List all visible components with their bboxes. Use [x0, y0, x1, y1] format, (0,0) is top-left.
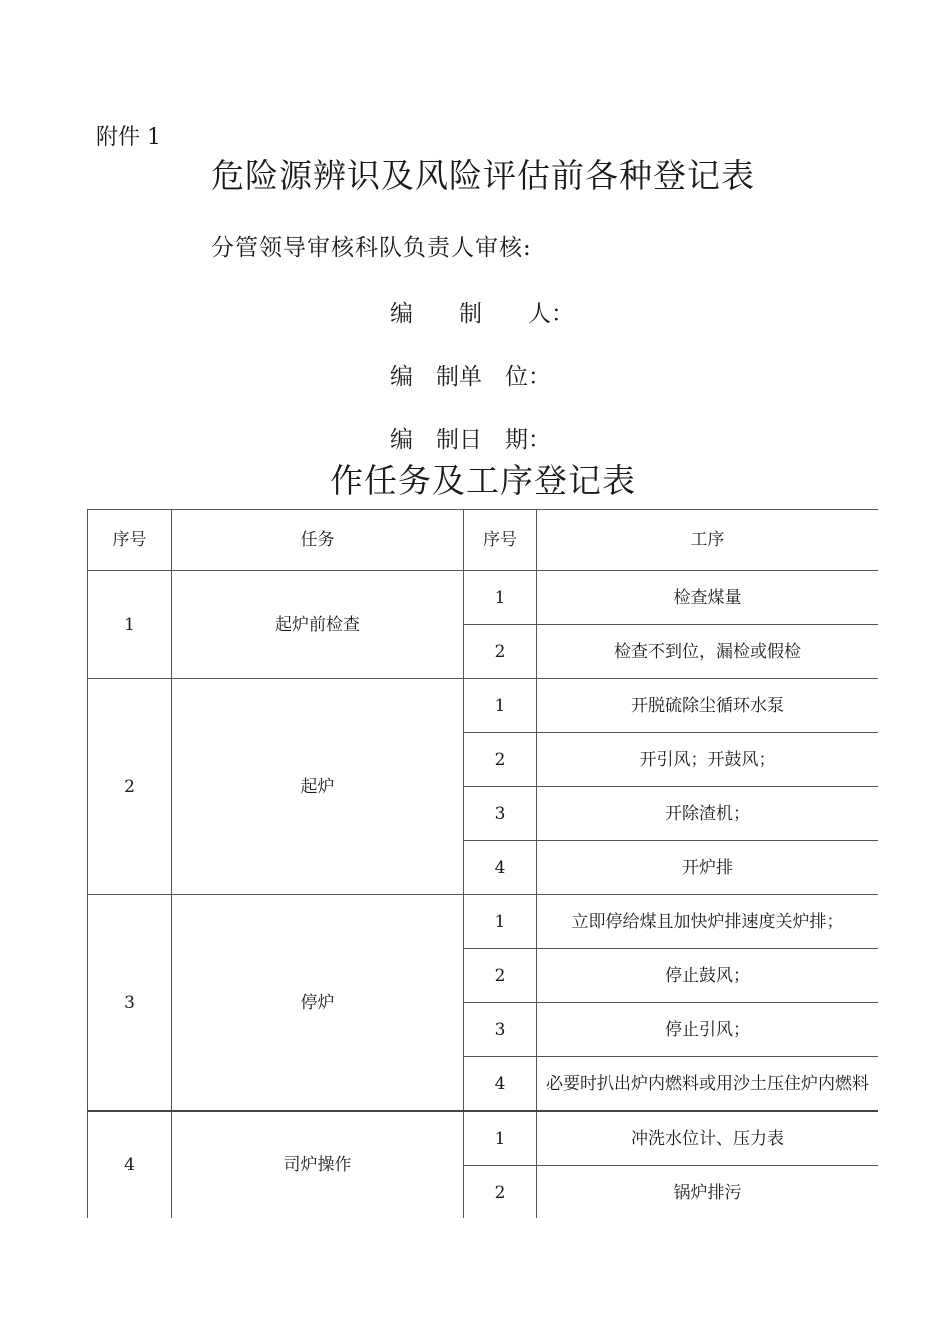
header-cell: 工序	[537, 510, 879, 571]
field-date: 编 制日 期：	[390, 427, 551, 453]
step-cell: 锅炉排污	[537, 1166, 879, 1219]
step-cell: 停止引风；	[537, 1003, 879, 1057]
field-compiler: 编 制 人：	[390, 301, 574, 327]
task-no-cell: 2	[88, 679, 172, 895]
task-cell: 起炉前检查	[172, 571, 464, 679]
step-no-cell: 4	[464, 1057, 537, 1112]
table-row	[88, 679, 879, 733]
table-header-row	[88, 510, 879, 571]
step-cell: 冲洗水位计、压力表	[537, 1111, 879, 1166]
review-line: 分管领导审核科队负责人审核:	[211, 235, 532, 261]
attachment-label: 附件 1	[96, 125, 161, 150]
step-cell: 开引风；开鼓风；	[537, 733, 879, 787]
step-cell: 检查煤量	[537, 571, 879, 625]
step-cell: 必要时扒出炉内燃料或用沙土压住炉内燃料	[537, 1057, 879, 1112]
step-cell: 检查不到位，漏检或假检	[537, 625, 879, 679]
step-no-cell: 2	[464, 949, 537, 1003]
step-cell: 开脱硫除尘循环水泵	[537, 679, 879, 733]
step-no-cell: 1	[464, 679, 537, 733]
task-cell: 停炉	[172, 895, 464, 1112]
step-no-cell: 3	[464, 787, 537, 841]
task-no-cell: 3	[88, 895, 172, 1112]
table-row	[88, 895, 879, 949]
field-unit: 编 制单 位：	[390, 364, 551, 390]
task-cell: 司炉操作	[172, 1111, 464, 1218]
step-cell: 停止鼓风；	[537, 949, 879, 1003]
task-no-cell: 1	[88, 571, 172, 679]
step-no-cell: 1	[464, 571, 537, 625]
table-row	[88, 571, 879, 625]
header-cell: 序号	[464, 510, 537, 571]
header-cell: 序号	[88, 510, 172, 571]
task-no-cell: 4	[88, 1111, 172, 1218]
step-no-cell: 1	[464, 895, 537, 949]
step-cell: 开除渣机；	[537, 787, 879, 841]
step-no-cell: 2	[464, 733, 537, 787]
task-procedure-table	[87, 509, 878, 1218]
task-procedure-table-container	[87, 509, 878, 1218]
step-cell: 开炉排	[537, 841, 879, 895]
step-no-cell: 2	[464, 625, 537, 679]
step-no-cell: 2	[464, 1166, 537, 1219]
step-no-cell: 3	[464, 1003, 537, 1057]
step-no-cell: 1	[464, 1111, 537, 1166]
task-cell: 起炉	[172, 679, 464, 895]
table-row	[88, 1111, 879, 1166]
table-title: 作任务及工序登记表	[330, 461, 636, 500]
header-cell: 任务	[172, 510, 464, 571]
page-title: 危险源辨识及风险评估前各种登记表	[211, 156, 755, 195]
step-cell: 立即停给煤且加快炉排速度关炉排；	[537, 895, 879, 949]
step-no-cell: 4	[464, 841, 537, 895]
